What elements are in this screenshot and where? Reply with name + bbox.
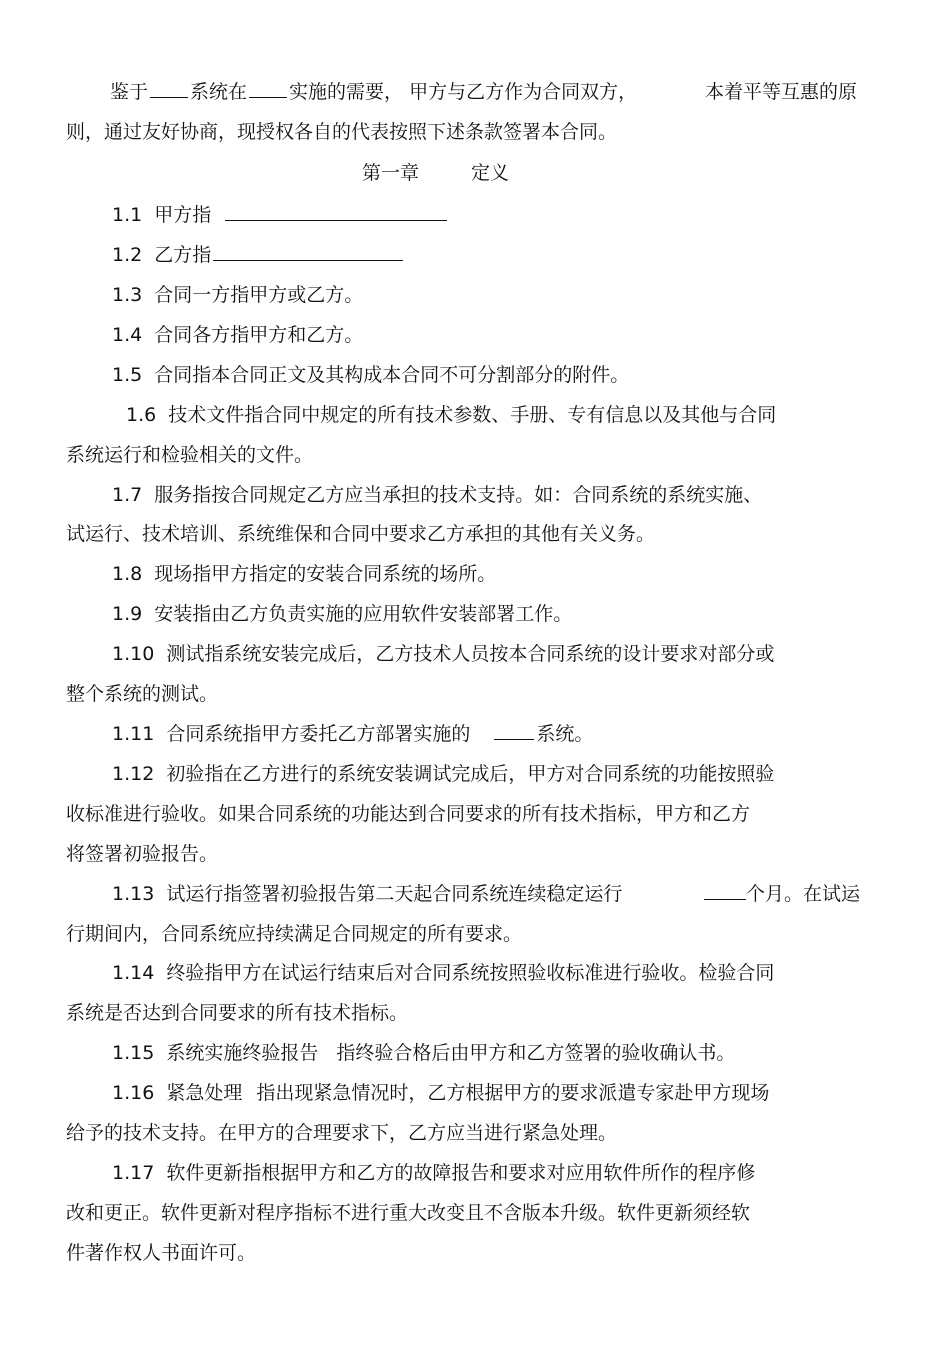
chapter-title: 定义 <box>471 162 510 184</box>
blank-field <box>249 77 287 98</box>
clause-number: 1.5 <box>112 364 143 386</box>
clause-1-14 <box>0 958 950 988</box>
intro-text: 则，通过友好协商，现授权各自的代表按照下述条款签署本合同。 <box>66 121 618 143</box>
clause-1-12-cont <box>0 839 950 869</box>
clause-1-4 <box>0 320 950 350</box>
clause-text: 安装指由乙方负责实施的应用软件安装部署工作。 <box>154 603 573 625</box>
clause-text: 服务指按合同规定乙方应当承担的技术支持。如：合同系统的系统实施、 <box>154 484 763 506</box>
clause-text: 终验指甲方在试运行结束后对合同系统按照验收标准进行验收。检验合同 <box>166 962 775 984</box>
clause-text: 整个系统的测试。 <box>66 683 219 705</box>
intro-line-1 <box>0 77 950 107</box>
clause-text: 甲方指 <box>154 204 212 226</box>
clause-text: 系统。 <box>536 723 594 745</box>
blank-field <box>150 77 188 98</box>
clause-text: 改和更正。软件更新对程序指标不进行重大改变且不含版本升级。软件更新须经软 <box>66 1202 751 1224</box>
clause-text: 给予的技术支持。在甲方的合理要求下，乙方应当进行紧急处理。 <box>66 1122 618 1144</box>
clause-1-8 <box>0 559 950 589</box>
clause-text: 系统是否达到合同要求的所有技术指标。 <box>66 1002 409 1024</box>
chapter-heading <box>0 158 950 188</box>
blank-field <box>704 879 746 900</box>
clause-number: 1.13 <box>112 883 155 905</box>
clause-1-12 <box>0 759 950 789</box>
clause-text: 将签署初验报告。 <box>66 843 219 865</box>
clause-text: 合同各方指甲方和乙方。 <box>154 324 364 346</box>
intro-line-2 <box>0 117 950 147</box>
clause-text: 合同指本合同正文及其构成本合同不可分割部分的附件。 <box>154 364 630 386</box>
clause-number: 1.2 <box>112 244 143 266</box>
clause-number: 1.10 <box>112 643 155 665</box>
clause-number: 1.16 <box>112 1082 155 1104</box>
clause-number: 1.1 <box>112 204 143 226</box>
clause-number: 1.15 <box>112 1042 155 1064</box>
clause-text: 件著作权人书面许可。 <box>66 1242 257 1264</box>
clause-1-14-cont <box>0 998 950 1028</box>
clause-text: 指出现紧急情况时，乙方根据甲方的要求派遣专家赴甲方现场 <box>256 1082 770 1104</box>
clause-number: 1.9 <box>112 603 143 625</box>
clause-text: 行期间内，合同系统应持续满足合同规定的所有要求。 <box>66 923 523 945</box>
clause-1-13 <box>0 879 950 909</box>
clause-text: 试运行、技术培训、系统维保和合同中要求乙方承担的其他有关义务。 <box>66 523 656 545</box>
clause-1-6 <box>0 400 950 430</box>
blank-field <box>213 240 403 261</box>
clause-text: 合同系统指甲方委托乙方部署实施的 <box>166 723 471 745</box>
clause-number: 1.14 <box>112 962 155 984</box>
clause-1-6-cont <box>0 440 950 470</box>
intro-text: 系统在 <box>190 81 248 103</box>
clause-number: 1.7 <box>112 484 143 506</box>
clause-number: 1.17 <box>112 1162 155 1184</box>
clause-text: 合同一方指甲方或乙方。 <box>154 284 364 306</box>
clause-text: 收标准进行验收。如果合同系统的功能达到合同要求的所有技术指标，甲方和乙方 <box>66 803 751 825</box>
clause-number: 1.11 <box>112 723 155 745</box>
clause-number: 1.4 <box>112 324 143 346</box>
clause-text: 系统实施终验报告 <box>166 1042 319 1064</box>
clause-1-9 <box>0 599 950 629</box>
clause-text: 初验指在乙方进行的系统安装调试完成后，甲方对合同系统的功能按照验 <box>166 763 775 785</box>
clause-text: 试运行指签署初验报告第二天起合同系统连续稳定运行 <box>166 883 623 905</box>
clause-1-13-cont <box>0 919 950 949</box>
blank-field <box>494 719 534 740</box>
clause-text: 现场指甲方指定的安装合同系统的场所。 <box>154 563 497 585</box>
clause-text: 紧急处理 <box>166 1082 243 1104</box>
clause-1-7-cont <box>0 519 950 549</box>
clause-1-17-cont <box>0 1238 950 1268</box>
intro-text: 鉴于 <box>110 81 149 103</box>
clause-text: 个月。在试运 <box>746 883 861 905</box>
clause-text: 软件更新指根据甲方和乙方的故障报告和要求对应用软件所作的程序修 <box>166 1162 756 1184</box>
clause-1-5 <box>0 360 950 390</box>
chapter-number: 第一章 <box>362 162 420 184</box>
blank-field <box>225 200 447 221</box>
clause-1-2 <box>0 240 950 270</box>
clause-1-3 <box>0 280 950 310</box>
clause-1-16 <box>0 1078 950 1108</box>
clause-1-10-cont <box>0 679 950 709</box>
clause-text: 指终验合格后由甲方和乙方签署的验收确认书。 <box>336 1042 736 1064</box>
intro-text: 本着平等互惠的原 <box>705 81 858 103</box>
clause-1-16-cont <box>0 1118 950 1148</box>
clause-1-17 <box>0 1158 950 1188</box>
clause-number: 1.3 <box>112 284 143 306</box>
clause-text: 测试指系统安装完成后，乙方技术人员按本合同系统的设计要求对部分或 <box>166 643 775 665</box>
clause-1-12-cont <box>0 799 950 829</box>
clause-1-1 <box>0 200 950 230</box>
clause-1-11 <box>0 719 950 749</box>
clause-number: 1.8 <box>112 563 143 585</box>
clause-1-15 <box>0 1038 950 1068</box>
clause-1-10 <box>0 639 950 669</box>
clause-text: 技术文件指合同中规定的所有技术参数、手册、专有信息以及其他与合同 <box>168 404 777 426</box>
clause-1-17-cont <box>0 1198 950 1228</box>
clause-number: 1.6 <box>126 404 157 426</box>
intro-text: 实施的需要， 甲方与乙方作为合同双方， <box>289 81 638 103</box>
clause-text: 乙方指 <box>154 244 212 266</box>
clause-number: 1.12 <box>112 763 155 785</box>
clause-1-7 <box>0 480 950 510</box>
clause-text: 系统运行和检验相关的文件。 <box>66 444 314 466</box>
